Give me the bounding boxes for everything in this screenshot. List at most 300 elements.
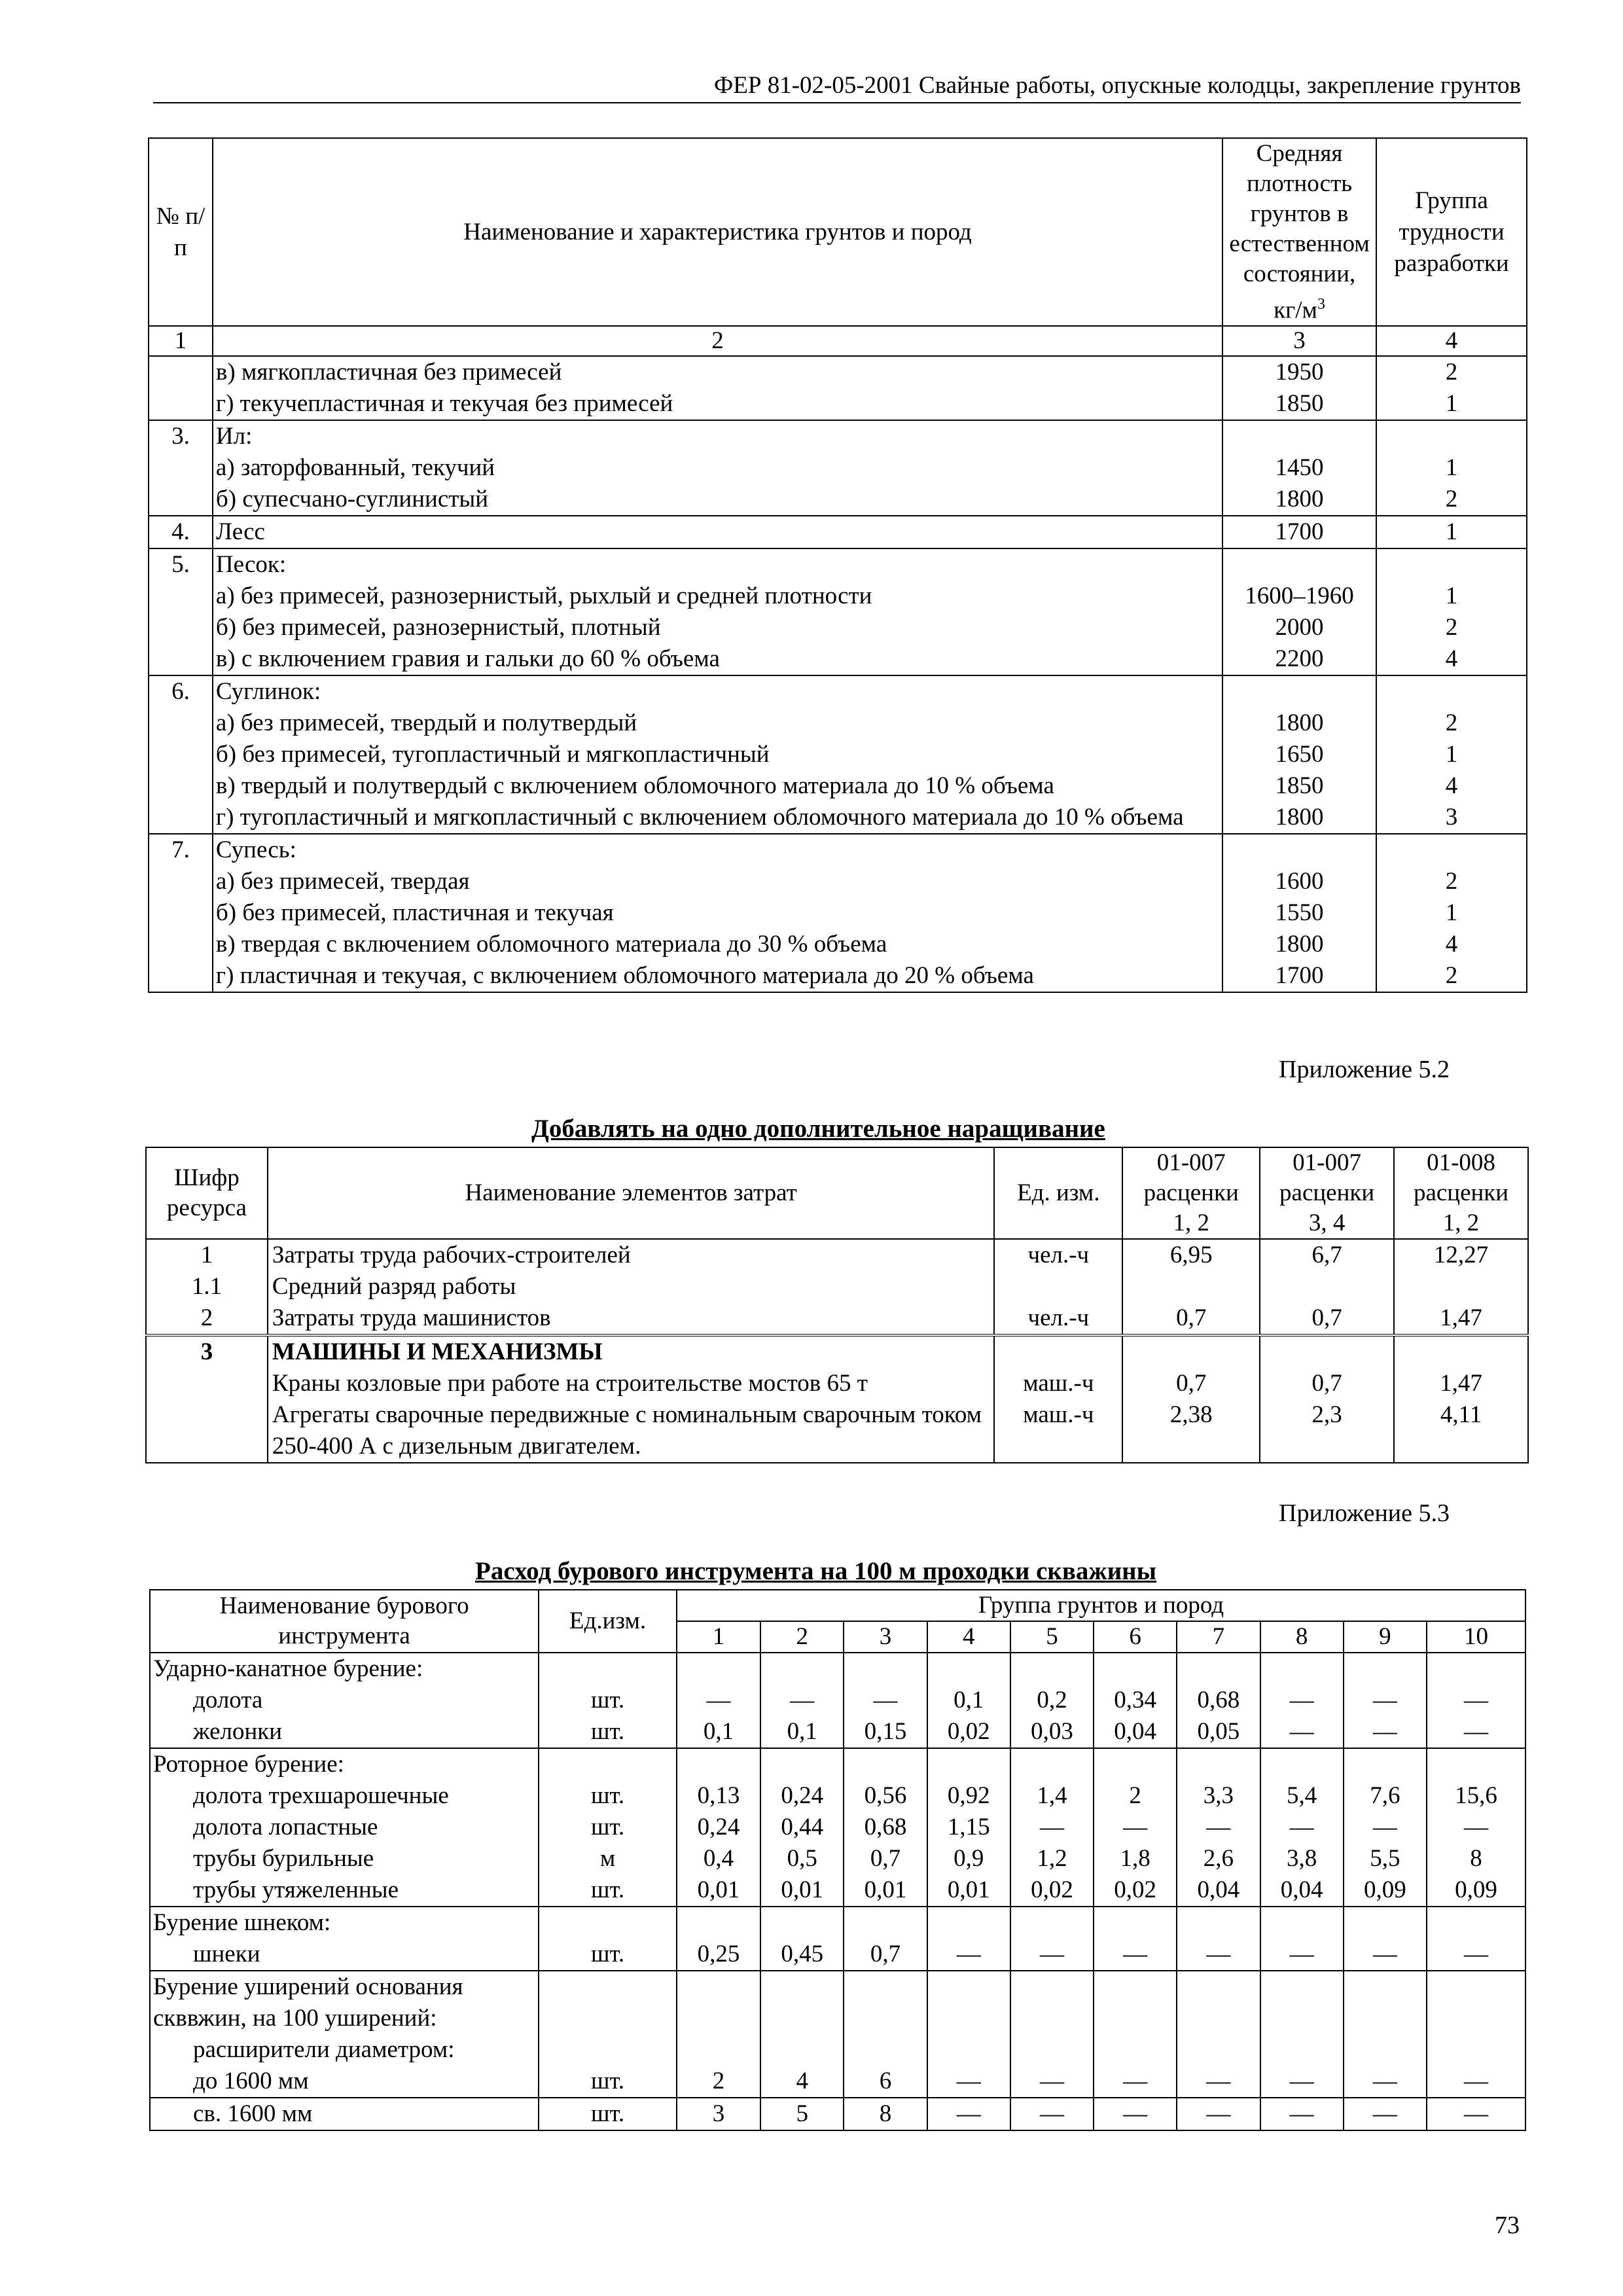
cell-name: Затраты труда рабочих-строителей [268, 1239, 995, 1271]
cell-code: 1 [146, 1239, 268, 1271]
cell-group: 2 [1376, 612, 1527, 643]
cell-group: 1 [1376, 452, 1527, 484]
cell-value [677, 1748, 760, 1780]
cell-value: 7,6 [1344, 1780, 1427, 1812]
cell-value: 4 [760, 2066, 844, 2098]
cell-unit: маш.-ч [994, 1368, 1122, 1399]
header-density-line: грунтов в [1250, 200, 1349, 227]
header-rate-col1 [1122, 1147, 1260, 1239]
cell-name: Агрегаты сварочные передвижные с номинальным сварочным током 250-400 А с дизельным двигателем. [268, 1399, 995, 1463]
header-rate-line: расценки [1279, 1179, 1375, 1206]
cell-value [1427, 1907, 1525, 1939]
group-number: 4 [927, 1621, 1010, 1653]
header-rate-line: 01-008 [1427, 1149, 1495, 1176]
cell-group: 4 [1376, 643, 1527, 675]
cell-name: в) мягкопластичная без примесей [213, 356, 1222, 388]
table-row [150, 1843, 1525, 1874]
cell-num [149, 708, 213, 739]
header-name: Наименование элементов затрат [268, 1147, 995, 1239]
cell-value: — [1177, 2098, 1260, 2130]
cell-num [149, 581, 213, 612]
cell-value [1010, 1907, 1094, 1939]
cell-unit [994, 1335, 1122, 1368]
table-row [149, 708, 1527, 739]
cell-value [1122, 1271, 1260, 1302]
cell-name: в) твердый и полутвердый с включением обломочного материала до 10 % объема [213, 770, 1222, 802]
cell-value: — [760, 1685, 844, 1716]
header-group-line: Группа [1415, 187, 1488, 214]
cell-unit: шт. [539, 1874, 677, 1907]
cell-unit: шт. [539, 1939, 677, 1971]
column-number: 4 [1376, 326, 1527, 356]
subsection-title: расширители диаметром: [150, 2034, 539, 2066]
cell-group: 2 [1376, 708, 1527, 739]
section-row [150, 1748, 1525, 1780]
header-unit: Ед.изм. [539, 1590, 677, 1653]
cell-value [1010, 1748, 1094, 1780]
cell-value: 0,04 [1260, 1874, 1344, 1907]
soil-density-table [148, 137, 1527, 993]
cell-group: 2 [1376, 484, 1527, 516]
cell-num: 6. [149, 675, 213, 708]
cell-value: — [1260, 1939, 1344, 1971]
group-number: 6 [1094, 1621, 1177, 1653]
cell-value: 8 [1427, 1843, 1525, 1874]
cell-value: 4,11 [1394, 1399, 1528, 1463]
cell-value: 1,47 [1394, 1368, 1528, 1399]
table-row [149, 356, 1527, 388]
cell-value [1010, 1971, 1094, 2034]
table-row [150, 1939, 1525, 1971]
cell-group: 1 [1376, 739, 1527, 770]
cell-value: 6 [844, 2066, 927, 2098]
cell-value [1177, 1971, 1260, 2034]
table-row [146, 1239, 1528, 1271]
header-density-line: Средняя [1256, 140, 1343, 167]
table-row [149, 960, 1527, 992]
cell-density: 2000 [1222, 612, 1376, 643]
cell-value: — [1010, 2066, 1094, 2098]
cell-value: 0,25 [677, 1939, 760, 1971]
table-row [150, 1812, 1525, 1843]
cell-value: — [1010, 2098, 1094, 2130]
cell-density: 1800 [1222, 484, 1376, 516]
cell-value [927, 1748, 1010, 1780]
group-number: 1 [677, 1621, 760, 1653]
cell-value: — [1344, 2066, 1427, 2098]
cell-value [1260, 1335, 1394, 1368]
table-row [150, 2098, 1525, 2130]
cell-num [149, 484, 213, 516]
group-number: 8 [1260, 1621, 1344, 1653]
header-rate-line: 1, 2 [1442, 1210, 1480, 1236]
header-group-line: трудности [1399, 218, 1505, 245]
cell-value [927, 1907, 1010, 1939]
group-number: 3 [844, 1621, 927, 1653]
table-row [149, 612, 1527, 643]
cell-value [760, 1907, 844, 1939]
cell-num [149, 802, 213, 834]
cell-value: 0,03 [1010, 1716, 1094, 1748]
cell-value: 5,5 [1344, 1843, 1427, 1874]
cell-value [844, 1748, 927, 1780]
cell-group: 2 [1376, 356, 1527, 388]
header-rate-line: расценки [1143, 1179, 1239, 1206]
cell-value [1122, 1335, 1260, 1368]
cell-value [1260, 2034, 1344, 2066]
table-row [149, 834, 1527, 866]
cell-value: — [1094, 1812, 1177, 1843]
cell-value: — [1260, 2066, 1344, 2098]
cell-value: 0,15 [844, 1716, 927, 1748]
cell-value [1344, 1748, 1427, 1780]
cell-value: 0,68 [1177, 1685, 1260, 1716]
cell-name: в) твердая с включением обломочного материала до 30 % объема [213, 929, 1222, 960]
cell-value [844, 1971, 927, 2034]
cell-group [1376, 548, 1527, 581]
cell-num [149, 897, 213, 929]
cell-value [1260, 1971, 1344, 2034]
header-rate-line: 3, 4 [1308, 1210, 1346, 1236]
cell-name: Затраты труда машинистов [268, 1302, 995, 1335]
cell-value [1344, 1907, 1427, 1939]
cell-num [149, 388, 213, 420]
cell-value: — [1094, 1939, 1177, 1971]
section-title: Бурение шнеком: [150, 1907, 539, 1939]
subsection-row [150, 2034, 1525, 2066]
column-number: 2 [213, 326, 1222, 356]
cell-unit: чел.-ч [994, 1302, 1122, 1335]
cell-value [760, 1748, 844, 1780]
tool-name: трубы утяжеленные [150, 1874, 539, 1907]
cell-value: 12,27 [1394, 1239, 1528, 1271]
table-row [146, 1302, 1528, 1335]
table-header-row [149, 138, 1527, 326]
cell-value: 0,7 [844, 1939, 927, 1971]
cell-value: — [1427, 1939, 1525, 1971]
cell-value: — [927, 2098, 1010, 2130]
cell-value: — [1344, 1716, 1427, 1748]
header-rate-line: 01-007 [1293, 1149, 1361, 1176]
cell-value [677, 1653, 760, 1685]
group-number: 10 [1427, 1621, 1525, 1653]
cell-value [1394, 1335, 1528, 1368]
cell-value [1177, 1907, 1260, 1939]
table-header-row [150, 1590, 1525, 1621]
section-title: Ударно-канатное бурение: [150, 1653, 539, 1685]
cell-value: — [927, 2066, 1010, 2098]
table-row [149, 675, 1527, 708]
section-row [146, 1335, 1528, 1368]
cell-density: 1800 [1222, 802, 1376, 834]
header-density-sup: 3 [1317, 296, 1325, 313]
cell-name: б) без примесей, тугопластичный и мягкопластичный [213, 739, 1222, 770]
cell-value: 8 [844, 2098, 927, 2130]
cell-value [844, 1907, 927, 1939]
page-number: 73 [1495, 2212, 1520, 2239]
cell-value: — [1177, 1812, 1260, 1843]
cell-unit [539, 2034, 677, 2066]
cell-value [1010, 2034, 1094, 2066]
cell-group: 1 [1376, 581, 1527, 612]
cell-value: — [1260, 1812, 1344, 1843]
cell-unit [539, 1653, 677, 1685]
cell-value: 0,68 [844, 1812, 927, 1843]
cell-value: 6,95 [1122, 1239, 1260, 1271]
appendix-5-3-caption: Расход бурового инструмента на 100 м проходки скважины [475, 1557, 1157, 1585]
header-soil-group: Группа грунтов и пород [677, 1590, 1525, 1621]
group-number: 2 [760, 1621, 844, 1653]
cell-name: б) супесчано-суглинистый [213, 484, 1222, 516]
header-density-line: состоянии, кг/м [1243, 260, 1356, 324]
header-unit: Ед. изм. [994, 1147, 1122, 1239]
cell-value: 0,01 [760, 1874, 844, 1907]
header-code: Шифр ресурса [146, 1147, 268, 1239]
cell-name: Супесь: [213, 834, 1222, 866]
cell-value: 1,4 [1010, 1780, 1094, 1812]
cell-value [1260, 1271, 1394, 1302]
cell-unit: чел.-ч [994, 1239, 1122, 1271]
cell-value: 0,04 [1177, 1874, 1260, 1907]
cell-value [1260, 1748, 1344, 1780]
cell-name: Краны козловые при работе на строительстве мостов 65 т [268, 1368, 995, 1399]
cell-value [1260, 1653, 1344, 1685]
cell-name: Средний разряд работы [268, 1271, 995, 1302]
tool-name: долота лопастные [150, 1812, 539, 1843]
cell-value: 3 [677, 2098, 760, 2130]
cell-value: 0,09 [1344, 1874, 1427, 1907]
cell-code: 1.1 [146, 1271, 268, 1302]
table-row [149, 739, 1527, 770]
cell-value: 2,38 [1122, 1399, 1260, 1463]
header-name: Наименование бурового инструмента [150, 1590, 539, 1653]
cell-unit: шт. [539, 1685, 677, 1716]
cell-value [1427, 1971, 1525, 2034]
header-group-line: разработки [1394, 249, 1509, 277]
cell-density: 1550 [1222, 897, 1376, 929]
tool-name: св. 1600 мм [150, 2098, 539, 2130]
table-row [149, 484, 1527, 516]
column-number: 1 [149, 326, 213, 356]
cell-value: 0,01 [927, 1874, 1010, 1907]
cell-name: а) без примесей, твердая [213, 866, 1222, 897]
cell-value [1177, 1748, 1260, 1780]
cell-density [1222, 675, 1376, 708]
cell-unit: шт. [539, 1716, 677, 1748]
cell-value [1094, 1748, 1177, 1780]
cell-value [1344, 1653, 1427, 1685]
cell-value: 0,4 [677, 1843, 760, 1874]
cell-density: 1950 [1222, 356, 1376, 388]
cell-value: 1,2 [1010, 1843, 1094, 1874]
cell-value [1260, 1907, 1344, 1939]
section-row [150, 1907, 1525, 1939]
cell-value: 0,7 [1260, 1302, 1394, 1335]
cell-unit: м [539, 1843, 677, 1874]
cell-unit: шт. [539, 1812, 677, 1843]
table-row [149, 802, 1527, 834]
cell-density [1222, 420, 1376, 452]
table-row [149, 452, 1527, 484]
cell-num [149, 739, 213, 770]
table-row [146, 1271, 1528, 1302]
cell-num [149, 452, 213, 484]
cell-value [1094, 1971, 1177, 2034]
cell-value: 2,6 [1177, 1843, 1260, 1874]
cell-group [1376, 675, 1527, 708]
cell-group: 4 [1376, 770, 1527, 802]
cell-value: 0,92 [927, 1780, 1010, 1812]
group-number: 5 [1010, 1621, 1094, 1653]
cell-num [149, 929, 213, 960]
tool-name: желонки [150, 1716, 539, 1748]
cell-value: 0,34 [1094, 1685, 1177, 1716]
cell-value [1094, 2034, 1177, 2066]
cell-density [1222, 548, 1376, 581]
header-rate-line: 01-007 [1156, 1149, 1226, 1176]
cell-value: — [1344, 2098, 1427, 2130]
table-header-row [146, 1147, 1528, 1239]
cell-value: — [1427, 2066, 1525, 2098]
cell-density: 1650 [1222, 739, 1376, 770]
cell-value: 0,1 [927, 1685, 1010, 1716]
cell-value [927, 1653, 1010, 1685]
cell-name: в) с включением гравия и гальки до 60 % объема [213, 643, 1222, 675]
cell-value: — [1010, 1812, 1094, 1843]
cell-value: — [1344, 1812, 1427, 1843]
group-number: 9 [1344, 1621, 1427, 1653]
cell-value: — [1427, 1716, 1525, 1748]
cell-unit: шт. [539, 2098, 677, 2130]
cell-group: 1 [1376, 516, 1527, 548]
cell-num: 4. [149, 516, 213, 548]
cell-unit: шт. [539, 1780, 677, 1812]
cell-value [1344, 1971, 1427, 2034]
cell-name: а) заторфованный, текучий [213, 452, 1222, 484]
header-rate-col3 [1394, 1147, 1528, 1239]
resource-costs-table [145, 1147, 1529, 1463]
cell-name: г) пластичная и текучая, с включением обломочного материала до 20 % объема [213, 960, 1222, 992]
cell-value [1427, 1748, 1525, 1780]
tool-name: долота [150, 1685, 539, 1716]
cell-value: — [1260, 1685, 1344, 1716]
cell-code [146, 1399, 268, 1463]
cell-name: Песок: [213, 548, 1222, 581]
cell-value [1394, 1271, 1528, 1302]
cell-value: 0,13 [677, 1780, 760, 1812]
cell-value [1177, 2034, 1260, 2066]
cell-value [844, 2034, 927, 2066]
cell-value [677, 2034, 760, 2066]
cell-code: 2 [146, 1302, 268, 1335]
cell-num [149, 770, 213, 802]
cell-code: 3 [146, 1335, 268, 1368]
tool-name: шнеки [150, 1939, 539, 1971]
cell-value: 0,45 [760, 1939, 844, 1971]
tool-name: долота трехшарошечные [150, 1780, 539, 1812]
cell-value [844, 1653, 927, 1685]
cell-value: — [844, 1685, 927, 1716]
cell-num: 3. [149, 420, 213, 452]
cell-num [149, 612, 213, 643]
cell-value [1177, 1653, 1260, 1685]
cell-value: 2 [1094, 1780, 1177, 1812]
cell-num [149, 643, 213, 675]
table-row [150, 1716, 1525, 1748]
tool-name: трубы бурильные [150, 1843, 539, 1874]
cell-value: 0,24 [677, 1812, 760, 1843]
cell-density [1222, 834, 1376, 866]
appendix-5-3-label: Приложение 5.3 [1279, 1499, 1450, 1527]
column-number-row [149, 326, 1527, 356]
table-row [150, 2066, 1525, 2098]
cell-num [149, 866, 213, 897]
cell-value [1344, 2034, 1427, 2066]
header-rate-line: 1, 2 [1173, 1210, 1209, 1236]
cell-value: 0,01 [844, 1874, 927, 1907]
cell-value: 0,7 [1122, 1302, 1260, 1335]
cell-value: 3,8 [1260, 1843, 1344, 1874]
cell-unit: маш.-ч [994, 1399, 1122, 1463]
cell-value: 0,09 [1427, 1874, 1525, 1907]
table-row [149, 581, 1527, 612]
cell-value: 0,7 [1122, 1368, 1260, 1399]
header-num: № п/п [149, 138, 213, 326]
cell-unit [994, 1271, 1122, 1302]
cell-value: — [1260, 2098, 1344, 2130]
section-row [150, 1653, 1525, 1685]
cell-value: 0,7 [844, 1843, 927, 1874]
table-row [149, 388, 1527, 420]
table-row [150, 1685, 1525, 1716]
cell-value [760, 2034, 844, 2066]
cell-num [149, 960, 213, 992]
table-row [146, 1399, 1528, 1463]
drilling-tools-table [149, 1589, 1526, 2131]
appendix-5-2-label: Приложение 5.2 [1279, 1056, 1450, 1083]
cell-value: 0,7 [1260, 1368, 1394, 1399]
cell-value [1427, 2034, 1525, 2066]
table-row [149, 643, 1527, 675]
cell-name: б) без примесей, разнозернистый, плотный [213, 612, 1222, 643]
cell-density: 1800 [1222, 708, 1376, 739]
cell-value: 0,02 [1010, 1874, 1094, 1907]
header-group [1376, 138, 1527, 326]
header-density-line: плотность [1246, 170, 1353, 197]
section-title: МАШИНЫ И МЕХАНИЗМЫ [268, 1335, 995, 1368]
cell-name: Ил: [213, 420, 1222, 452]
cell-name: г) текучепластичная и текучая без примесей [213, 388, 1222, 420]
header-density [1222, 138, 1376, 326]
cell-value: 5,4 [1260, 1780, 1344, 1812]
page-header: ФЕР 81-02-05-2001 Свайные работы, опускные колодцы, закрепление грунтов [153, 71, 1521, 103]
cell-name: б) без примесей, пластичная и текучая [213, 897, 1222, 929]
cell-value: — [1344, 1939, 1427, 1971]
cell-density: 1850 [1222, 770, 1376, 802]
cell-group: 2 [1376, 960, 1527, 992]
cell-value [927, 2034, 1010, 2066]
cell-value: 0,02 [1094, 1874, 1177, 1907]
cell-value: 2,3 [1260, 1399, 1394, 1463]
cell-unit [539, 1907, 677, 1939]
section-title: Роторное бурение: [150, 1748, 539, 1780]
cell-value: — [1094, 2066, 1177, 2098]
table-row [150, 1874, 1525, 1907]
cell-value: 0,9 [927, 1843, 1010, 1874]
cell-value: — [1177, 1939, 1260, 1971]
cell-unit [539, 1748, 677, 1780]
cell-value [760, 1971, 844, 2034]
